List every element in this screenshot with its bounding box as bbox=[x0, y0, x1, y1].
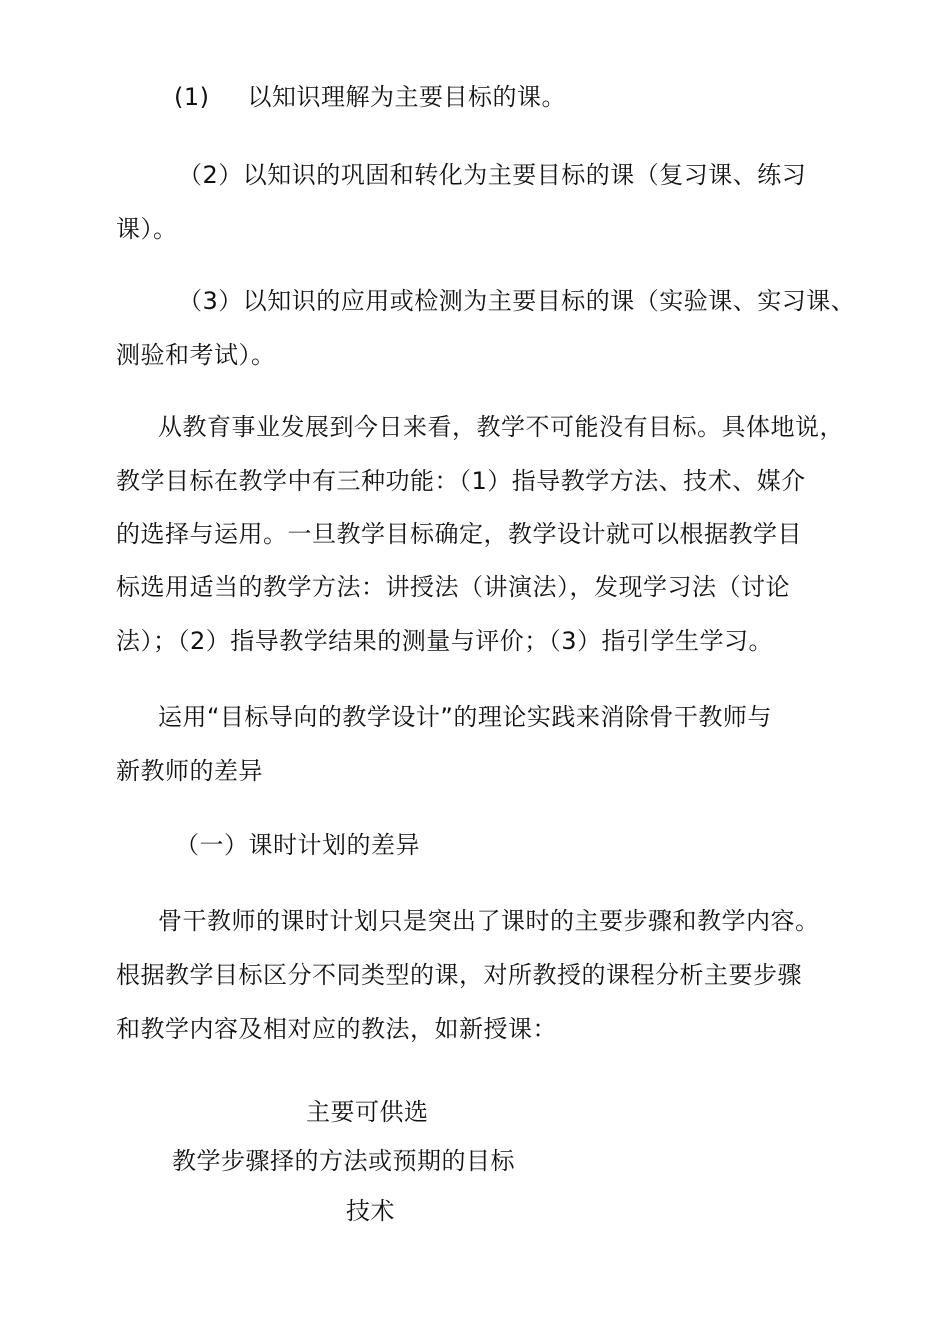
paragraph-2-line-1: 运用“目标导向的教学设计”的理论实践来消除骨干教师与 bbox=[158, 703, 772, 731]
paragraph-3-line-3: 和教学内容及相对应的教法，如新授课： bbox=[116, 1015, 557, 1043]
table-header-line-1: 主要可供选 bbox=[306, 1098, 429, 1126]
list-item-1-text: 以知识理解为主要目标的课。 bbox=[247, 83, 566, 111]
section-heading: （一）课时计划的差异 bbox=[175, 831, 420, 859]
list-item-3-line-1: （3）以知识的应用或检测为主要目标的课（实验课、实习课、 bbox=[178, 287, 856, 315]
paragraph-1-line-1: 从教育事业发展到今日来看，教学不可能没有目标。具体地说， bbox=[158, 413, 844, 441]
list-item-2-line-1: （2）以知识的巩固和转化为主要目标的课（复习课、练习 bbox=[178, 161, 807, 189]
list-item-3-line-2: 测验和考试）。 bbox=[116, 341, 276, 369]
paragraph-3-line-1: 骨干教师的课时计划只是突出了课时的主要步骤和教学内容。 bbox=[158, 907, 820, 935]
table-header-line-2: 教学步骤择的方法或预期的目标 bbox=[172, 1147, 515, 1175]
paragraph-1-line-4: 标选用适当的教学方法：讲授法（讲演法），发现学习法（讨论 bbox=[116, 573, 790, 601]
paragraph-3-line-2: 根据教学目标区分不同类型的课，对所教授的课程分析主要步骤 bbox=[116, 961, 802, 989]
paragraph-1-line-2: 教学目标在教学中有三种功能：（1）指导教学方法、技术、媒介 bbox=[116, 467, 806, 495]
paragraph-2-line-2: 新教师的差异 bbox=[116, 757, 263, 785]
paragraph-1-line-3: 的选择与运用。一旦教学目标确定，教学设计就可以根据教学目 bbox=[116, 520, 802, 548]
list-item-1 bbox=[174, 82, 566, 112]
list-item-1-number: (1) bbox=[174, 83, 210, 111]
list-item-2-line-2: 课）。 bbox=[116, 215, 178, 243]
paragraph-1-line-5: 法）；（2）指导教学结果的测量与评价；（3）指引学生学习。 bbox=[116, 627, 774, 655]
table-header-line-3: 技术 bbox=[346, 1197, 395, 1225]
